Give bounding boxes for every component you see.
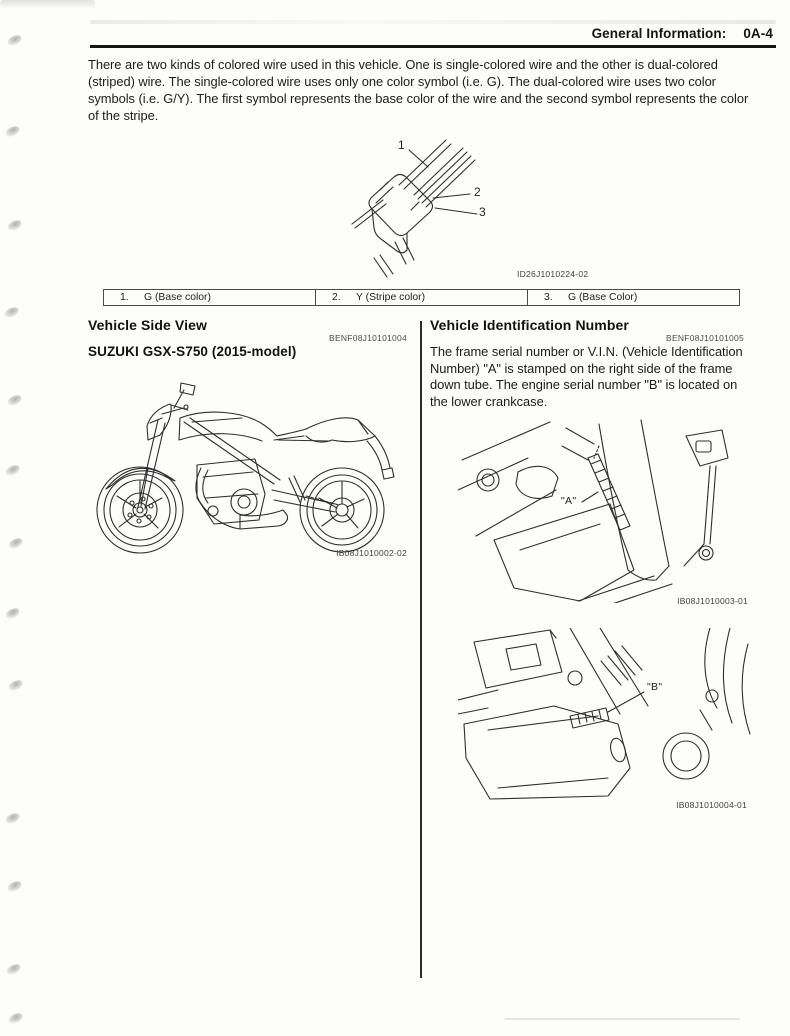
vin-frame-figure-id: IB08J1010003-01	[677, 596, 748, 606]
paragraph-line: symbols (i.e. G/Y). The first symbol represents the base color of the wire and the second symbol represents the color	[88, 91, 749, 107]
engine-location-b-label: "B"	[647, 681, 663, 693]
binding-mark	[4, 606, 21, 621]
vin-paragraph	[430, 344, 743, 410]
wire-callout-1: 1	[398, 138, 405, 152]
binding-mark	[5, 962, 22, 977]
header-section-title: General Information:	[591, 26, 727, 41]
header-rule	[90, 45, 776, 48]
legend-cell-1	[104, 290, 315, 305]
legend-label: Y (Stripe color)	[356, 292, 426, 303]
legend-number: 2.	[332, 292, 341, 303]
legend-number: 1.	[120, 292, 129, 303]
engine-figure-id: IB08J1010004-01	[676, 800, 747, 810]
paragraph-line: The frame serial number or V.I.N. (Vehicle Identification	[430, 344, 743, 359]
binding-mark	[4, 463, 21, 478]
motorcycle-figure-id: IB08J1010002-02	[336, 548, 407, 558]
vin-location-a-label: "A"	[561, 495, 577, 507]
wire-callout-2: 2	[474, 185, 481, 199]
model-subheading: SUZUKI GSX-S750 (2015-model)	[88, 344, 297, 359]
binding-mark	[6, 33, 23, 48]
motorcycle-figure	[92, 378, 414, 558]
binding-mark	[6, 218, 23, 233]
binding-mark	[6, 879, 23, 894]
binding-mark	[4, 811, 21, 826]
wire-callout-3: 3	[479, 205, 486, 219]
vin-ref-code: BENF08J10101005	[666, 333, 744, 343]
legend-cell-2	[315, 290, 527, 305]
paragraph-line: (striped) wire. The single-colored wire uses only one color symbol (i.e. G). The dual-colored wire uses two color	[88, 74, 716, 90]
binding-mark	[3, 305, 20, 320]
section-heading-vin: Vehicle Identification Number	[430, 317, 629, 333]
legend-label: G (Base color)	[144, 292, 211, 303]
frame-number-drawing	[458, 418, 776, 603]
binding-mark	[7, 678, 24, 693]
motorcycle-side-view-drawing	[92, 378, 414, 558]
intro-paragraph	[88, 56, 748, 124]
side-view-ref-code: BENF08J10101004	[329, 333, 407, 343]
scan-artifact	[505, 1018, 740, 1020]
binding-mark	[4, 124, 21, 139]
scan-artifact	[90, 20, 776, 24]
section-heading-vehicle-side-view: Vehicle Side View	[88, 317, 207, 333]
column-divider	[420, 321, 422, 978]
binding-mark	[7, 536, 24, 551]
wire-figure-id: ID26J1010224-02	[517, 269, 589, 279]
engine-number-drawing	[458, 628, 776, 800]
paragraph-line: Number) "A" is stamped on the right side of the frame	[430, 360, 733, 376]
vin-frame-figure	[458, 418, 776, 603]
header-page-code: 0A-4	[743, 26, 773, 41]
paragraph-line: There are two kinds of colored wire used in this vehicle. One is single-colored wire and the other is dual-colored	[88, 57, 718, 72]
engine-number-figure	[458, 628, 776, 800]
paragraph-line: down tube. The engine serial number "B" is located on	[430, 377, 738, 393]
paragraph-line: the lower crankcase.	[430, 393, 548, 409]
page-header	[592, 26, 773, 41]
paragraph-line: of the stripe.	[88, 108, 159, 124]
wire-color-figure	[335, 132, 635, 282]
binding-mark	[7, 1011, 24, 1026]
scan-artifact	[0, 0, 95, 9]
legend-label: G (Base Color)	[568, 292, 638, 303]
binding-mark	[6, 393, 23, 408]
wire-color-legend-table	[103, 289, 740, 306]
legend-cell-3	[527, 290, 739, 305]
legend-number: 3.	[544, 292, 553, 303]
